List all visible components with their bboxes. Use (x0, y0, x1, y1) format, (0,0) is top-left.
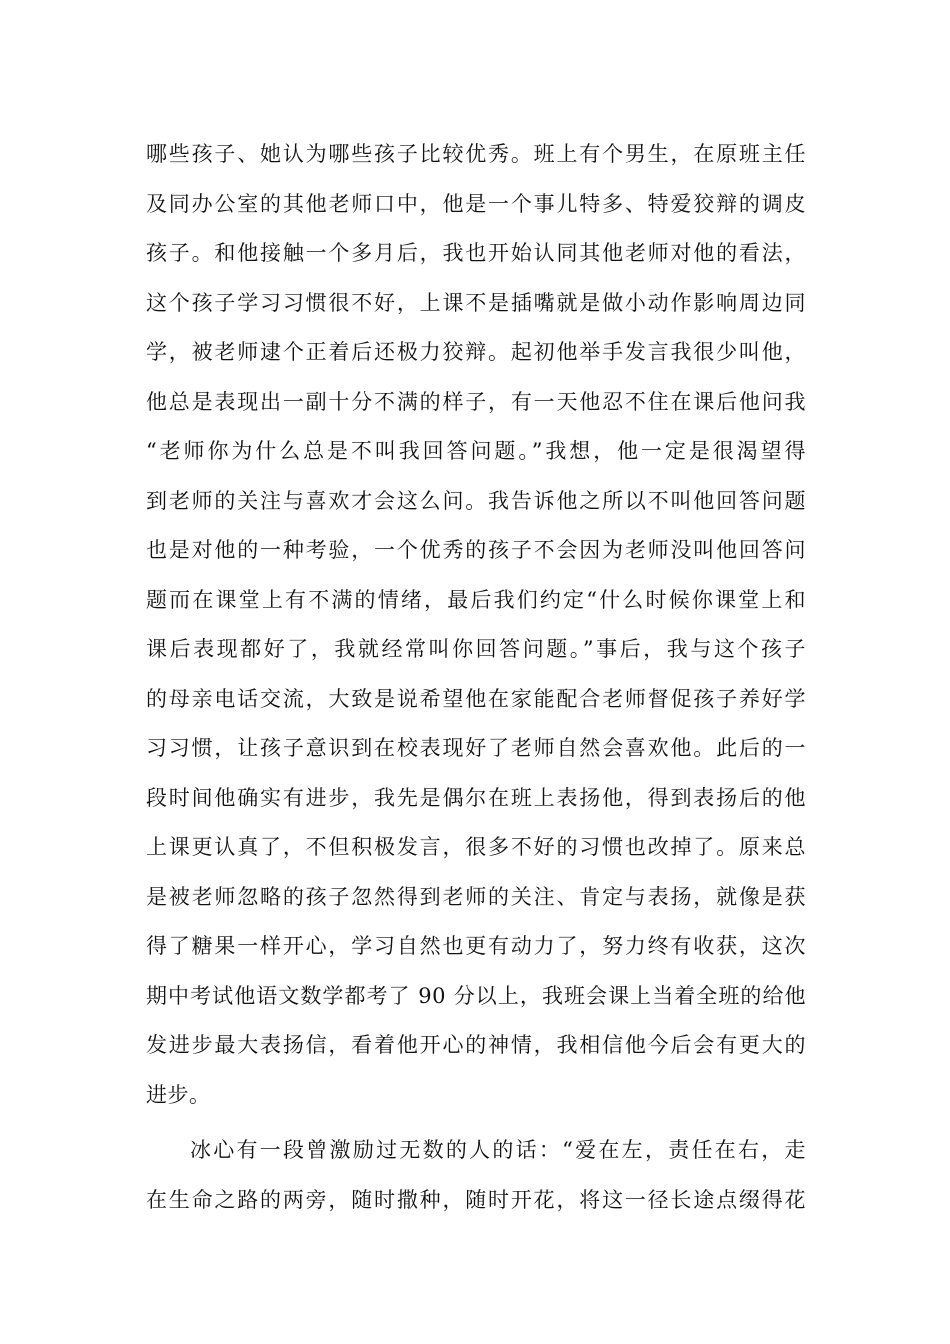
text-line: 得了糖果一样开心，学习自然也更有动力了，努力终有收获，这次 (146, 934, 806, 958)
text-line: 到老师的关注与喜欢才会这么问。我告诉他之所以不叫他回答问题 (146, 488, 806, 513)
text-line: 是被老师忽略的孩子忽然得到老师的关注、肯定与表扬，就像是获 (146, 884, 806, 909)
text-line: 也是对他的一种考验，一个优秀的孩子不会因为老师没叫他回答问 (146, 538, 806, 562)
paragraph-1 (146, 130, 806, 1120)
text-line: 的母亲电话交流，大致是说希望他在家能配合老师督促孩子养好学 (146, 686, 806, 711)
text-line: 期中考试他语文数学都考了 90 分以上，我班会课上当着全班的给他 (146, 983, 806, 1008)
text-line: 发进步最大表扬信，看着他开心的神情，我相信他今后会有更大的 (146, 1033, 806, 1057)
text-line: 他总是表现出一副十分不满的样子，有一天他忍不住在课后他问我 (146, 389, 806, 414)
text-line: 题而在课堂上有不满的情绪，最后我们约定“什么时候你课堂上和 (146, 587, 806, 612)
document-page (146, 130, 806, 1225)
paragraph-2 (146, 1126, 806, 1225)
text-line: 哪些孩子、她认为哪些孩子比较优秀。班上有个男生，在原班主任 (146, 142, 806, 166)
text-line: 段时间他确实有进步，我先是偶尔在班上表扬他，得到表扬后的他 (146, 785, 806, 810)
text-line: 在生命之路的两旁，随时撒种，随时开花，将这一径长途点缀得花 (146, 1187, 806, 1212)
text-line: 及同办公室的其他老师口中，他是一个事儿特多、特爱狡辩的调皮 (146, 191, 806, 216)
text-line: 冰心有一段曾激励过无数的人的话：“爱在左，责任在右，走 (190, 1138, 806, 1162)
text-line: 上课更认真了，不但积极发言，很多不好的习惯也改掉了。原来总 (146, 835, 806, 859)
text-line: 孩子。和他接触一个多月后，我也开始认同其他老师对他的看法， (146, 241, 806, 265)
text-line: 学，被老师逮个正着后还极力狡辩。起初他举手发言我很少叫他， (146, 340, 806, 364)
text-line: 习习惯，让孩子意识到在校表现好了老师自然会喜欢他。此后的一 (146, 736, 806, 760)
text-line: 课后表现都好了，我就经常叫你回答问题。”事后，我与这个孩子 (146, 637, 806, 661)
text-line: “老师你为什么总是不叫我回答问题。”我想，他一定是很渴望得 (146, 439, 806, 463)
text-line: 进步。 (146, 1082, 211, 1107)
text-line: 这个孩子学习习惯很不好，上课不是插嘴就是做小动作影响周边同 (146, 290, 806, 315)
